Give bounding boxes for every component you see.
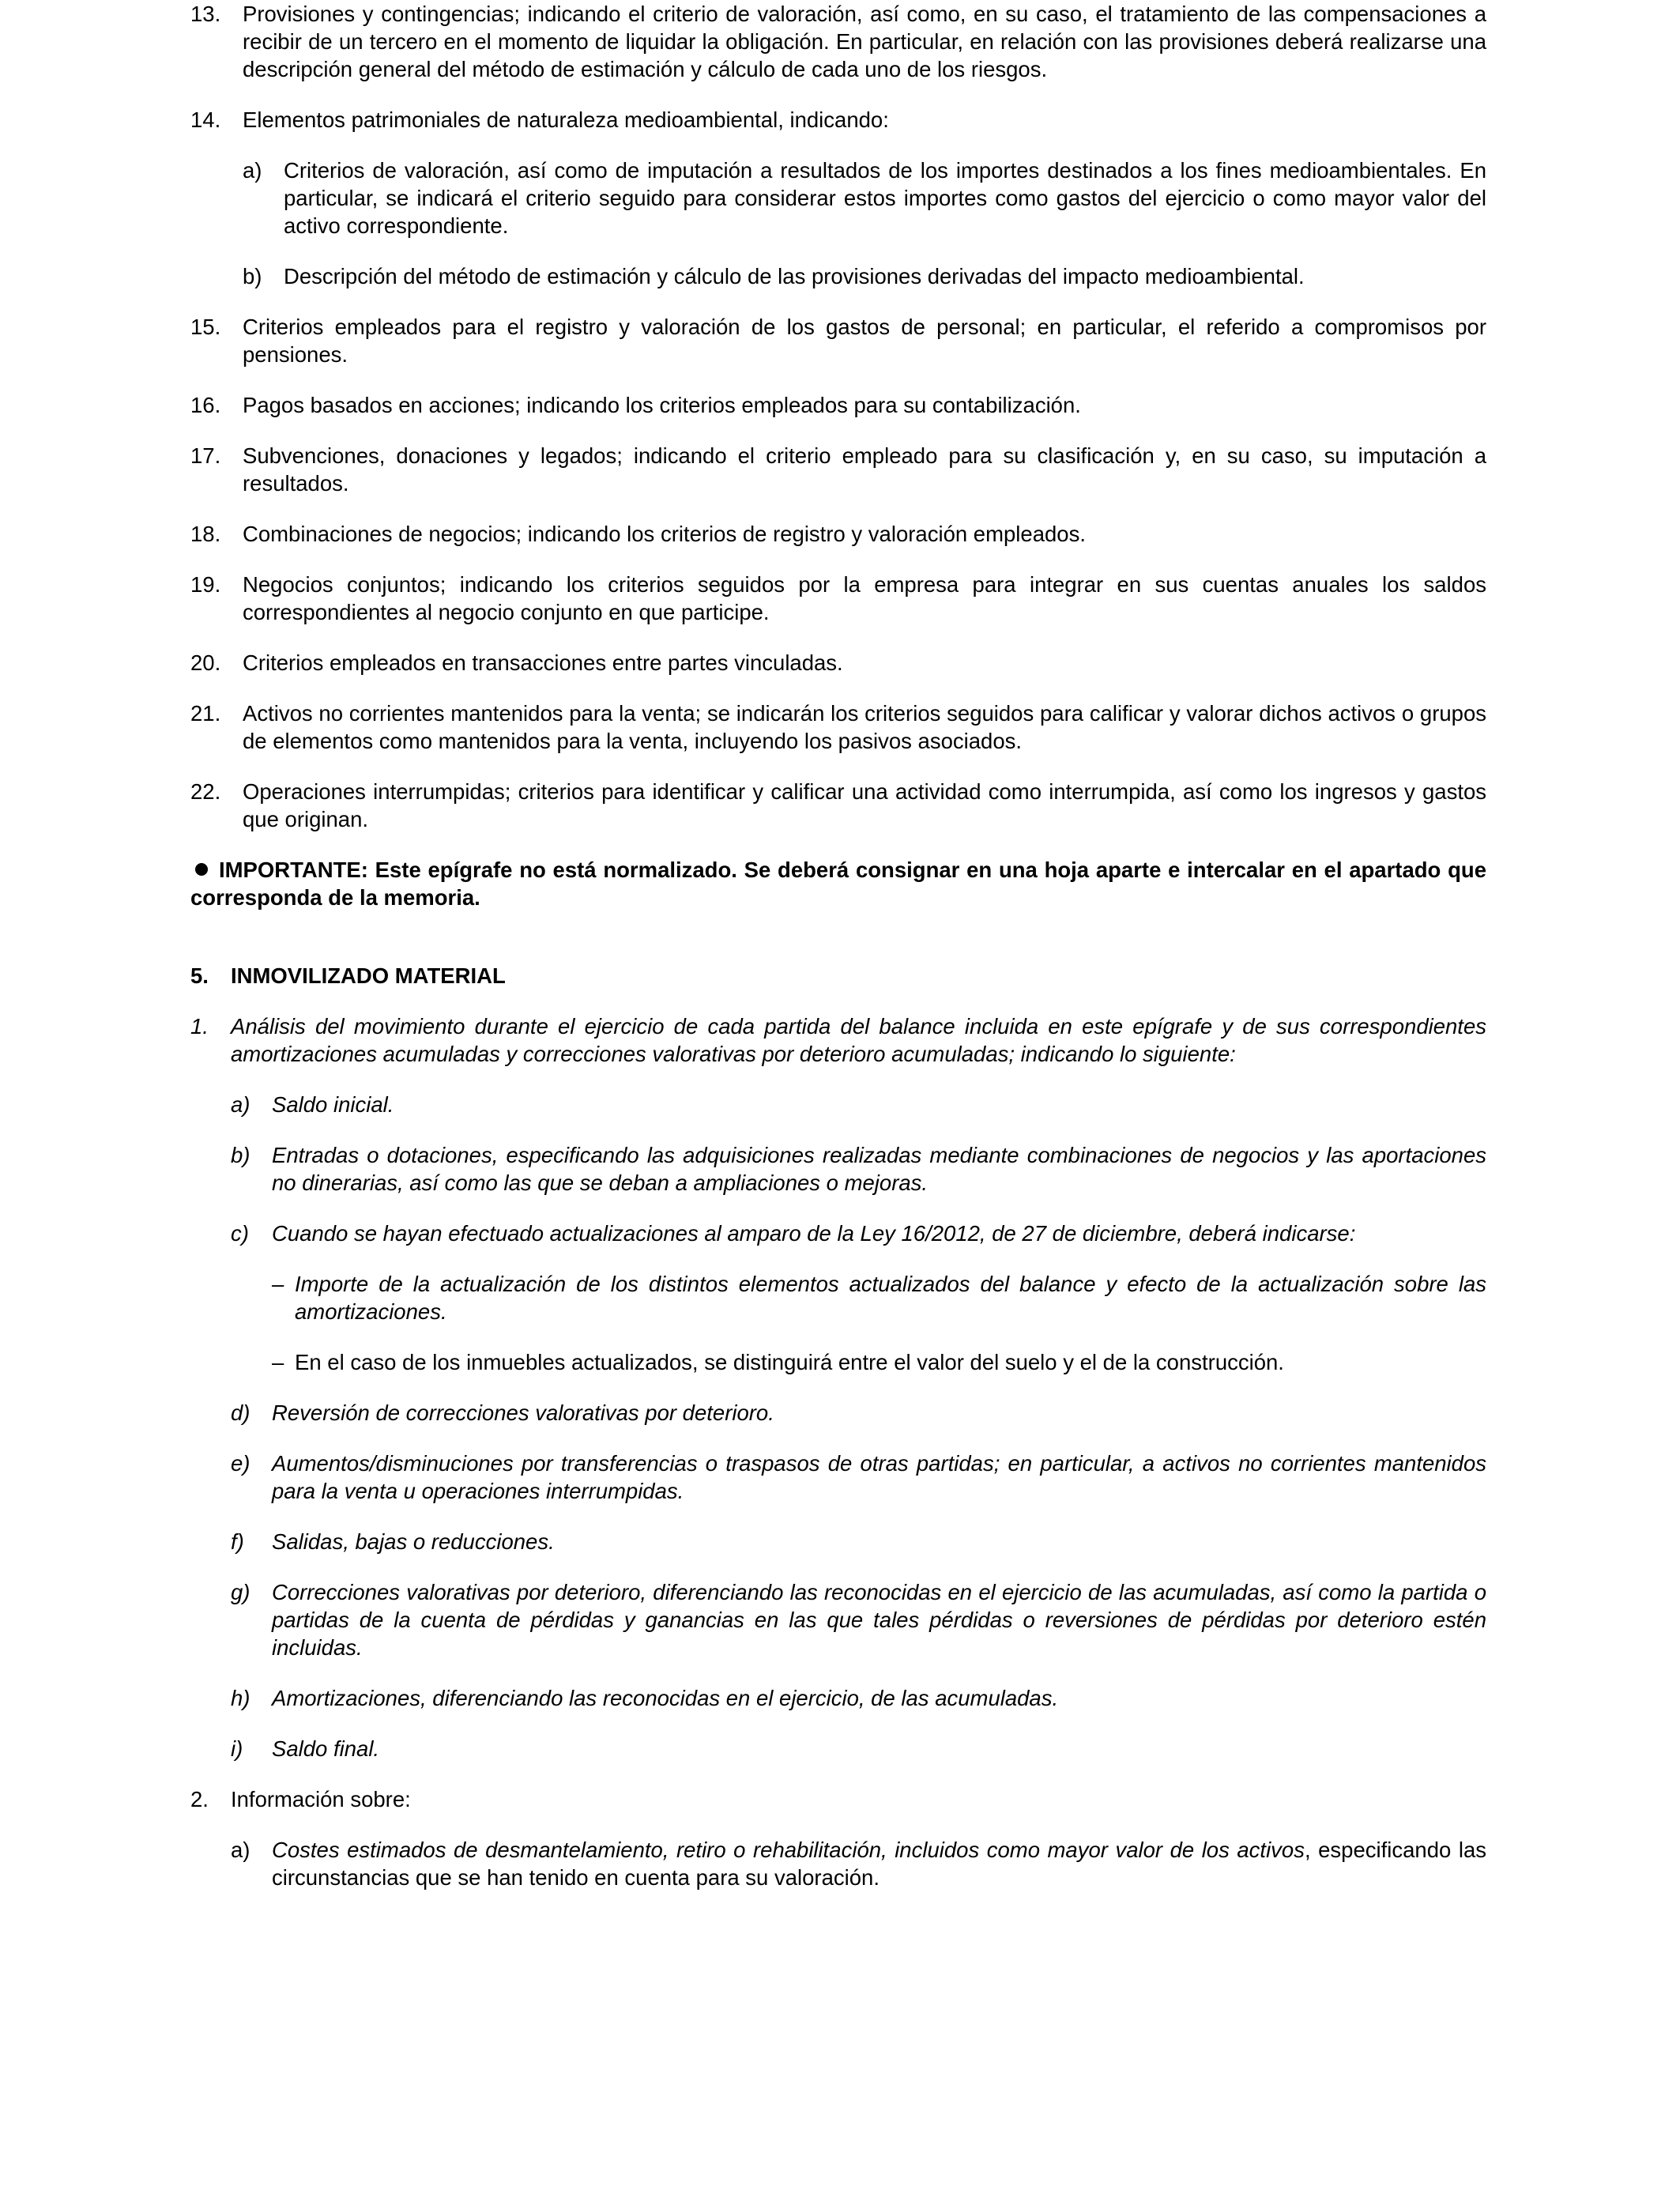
item-text: Amortizaciones, diferenciando las reconocidas en el ejercicio, de las acumuladas. — [272, 1686, 1059, 1710]
list-item-5-1b — [190, 1141, 1486, 1197]
item-text: Criterios empleados para el registro y valoración de los gastos de personal; en particular, el referido a compromisos por pensiones. — [243, 315, 1486, 367]
item-number: 17. — [190, 443, 221, 468]
dash-mark: – — [272, 1350, 284, 1374]
section-number: 5. — [190, 963, 209, 988]
list-item-5-2 — [190, 1785, 1486, 1813]
list-item-5-1 — [190, 1012, 1486, 1068]
list-item-19 — [190, 571, 1486, 626]
list-item-5-1a — [190, 1091, 1486, 1118]
item-text: Criterios de valoración, así como de imputación a resultados de los importes destinados a los fines medioambientales. En particular, se indicará el criterio seguido para considerar estos importes como gastos del ejercicio o como mayor valor del activo correspondiente. — [284, 158, 1486, 238]
list-item-14b — [190, 262, 1486, 290]
item-text: Entradas o dotaciones, especificando las adquisiciones realizadas mediante combinaciones de negocios y las aportaciones no dinerarias, así como las que se deban a ampliaciones o mejoras. — [272, 1143, 1486, 1195]
item-letter: a) — [243, 158, 262, 183]
item-number: 16. — [190, 393, 221, 417]
item-text: Pagos basados en acciones; indicando los criterios empleados para su contabilización. — [243, 393, 1081, 417]
item-letter: h) — [231, 1686, 250, 1710]
bullet-icon — [195, 863, 208, 876]
item-number: 1. — [190, 1014, 209, 1039]
item-letter: b) — [231, 1143, 250, 1167]
list-item-5-1h — [190, 1684, 1486, 1712]
item-letter: a) — [231, 1838, 250, 1862]
list-item-5-1c — [190, 1220, 1486, 1247]
item-text: Información sobre: — [231, 1787, 411, 1811]
item-text: Descripción del método de estimación y cálculo de las provisiones derivadas del impacto medioambiental. — [284, 264, 1305, 288]
item-text: Reversión de correcciones valorativas por deterioro. — [272, 1400, 774, 1425]
item-letter: f) — [231, 1529, 244, 1554]
important-note — [190, 856, 1486, 911]
list-item-5-1e — [190, 1449, 1486, 1505]
item-text: Provisiones y contingencias; indicando el criterio de valoración, así como, en su caso, el tratamiento de las compensaciones a recibir de un tercero en el momento de liquidar la obligación. En particular, en relación con las provisiones deberá realizarse una descripción general del método de estimación y cálculo de cada uno de los riesgos. — [243, 2, 1486, 81]
item-text: Saldo inicial. — [272, 1092, 394, 1117]
item-text: Análisis del movimiento durante el ejercicio de cada partida del balance incluida en este epígrafe y de sus correspondientes amortizaciones acumuladas y correcciones valorativas por deterioro acumuladas; indicando lo siguiente: — [231, 1014, 1486, 1066]
item-text: Elementos patrimoniales de naturaleza medioambiental, indicando: — [243, 107, 889, 132]
important-note-text: IMPORTANTE: Este epígrafe no está normalizado. Se deberá consignar en una hoja aparte e intercalar en el apartado que corresponda de la memoria. — [190, 858, 1486, 910]
list-item-16 — [190, 391, 1486, 419]
item-text: Negocios conjuntos; indicando los criterios seguidos por la empresa para integrar en sus cuentas anuales los saldos correspondientes al negocio conjunto en que participe. — [243, 572, 1486, 624]
section-title: INMOVILIZADO MATERIAL — [231, 963, 506, 988]
item-letter: a) — [231, 1092, 250, 1117]
list-item-20 — [190, 649, 1486, 677]
item-text: Saldo final. — [272, 1736, 380, 1761]
item-number: 15. — [190, 315, 221, 339]
item-text: En el caso de los inmuebles actualizados, se distinguirá entre el valor del suelo y el de la construcción. — [295, 1350, 1284, 1374]
item-text: Aumentos/disminuciones por transferencias o traspasos de otras partidas; en particular, a activos no corrientes mantenidos para la venta u operaciones interrumpidas. — [272, 1451, 1486, 1503]
item-text: Activos no corrientes mantenidos para la venta; se indicarán los criterios seguidos para calificar y valorar dichos activos o grupos de elementos como mantenidos para la venta, incluyendo los pasivos asociados. — [243, 701, 1486, 753]
item-number: 22. — [190, 779, 221, 804]
list-item-18 — [190, 520, 1486, 548]
item-letter: i) — [231, 1736, 243, 1761]
item-letter: c) — [231, 1221, 249, 1246]
dash-item — [190, 1348, 1486, 1376]
list-item-13 — [190, 0, 1486, 83]
item-letter: d) — [231, 1400, 250, 1425]
item-number: 2. — [190, 1787, 209, 1811]
list-item-14a — [190, 156, 1486, 239]
item-number: 19. — [190, 572, 221, 597]
item-text-italic: Costes estimados de desmantelamiento, retiro o rehabilitación, incluidos como mayor valor de los activos — [272, 1838, 1305, 1862]
list-item-21 — [190, 699, 1486, 755]
list-item-5-1i — [190, 1735, 1486, 1762]
item-text: Criterios empleados en transacciones entre partes vinculadas. — [243, 650, 843, 675]
item-text: , especificando las circunstancias que se han tenido en cuenta para su valoración. — [272, 1838, 1486, 1890]
list-item-17 — [190, 442, 1486, 497]
item-number: 18. — [190, 522, 221, 546]
item-text: Cuando se hayan efectuado actualizaciones al amparo de la Ley 16/2012, de 27 de diciembre, deberá indicarse: — [272, 1221, 1356, 1246]
item-text: Importe de la actualización de los distintos elementos actualizados del balance y efecto de la actualización sobre las amortizaciones. — [295, 1272, 1486, 1324]
list-item-22 — [190, 778, 1486, 833]
list-item-5-1g — [190, 1578, 1486, 1661]
list-item-14 — [190, 106, 1486, 134]
item-number: 20. — [190, 650, 221, 675]
item-letter: g) — [231, 1580, 250, 1604]
item-letter: e) — [231, 1451, 250, 1476]
list-item-5-1f — [190, 1528, 1486, 1555]
document-page — [190, 0, 1486, 1891]
item-text: Combinaciones de negocios; indicando los criterios de registro y valoración empleados. — [243, 522, 1086, 546]
item-letter: b) — [243, 264, 262, 288]
item-text: Salidas, bajas o reducciones. — [272, 1529, 555, 1554]
dash-mark: – — [272, 1272, 284, 1296]
list-item-5-2a — [190, 1836, 1486, 1891]
item-text: Subvenciones, donaciones y legados; indicando el criterio empleado para su clasificación y, en su caso, su imputación a resultados. — [243, 443, 1486, 496]
item-number: 21. — [190, 701, 221, 726]
item-number: 14. — [190, 107, 221, 132]
item-text: Operaciones interrumpidas; criterios para identificar y calificar una actividad como interrumpida, así como los ingresos y gastos que originan. — [243, 779, 1486, 831]
list-item-5-1d — [190, 1399, 1486, 1427]
item-text: Correcciones valorativas por deterioro, diferenciando las reconocidas en el ejercicio de las acumuladas, así como la partida o partidas de la cuenta de pérdidas y ganancias en las que tales pérdidas o reversiones de pérdidas por deterioro estén incluidas. — [272, 1580, 1486, 1660]
section-heading — [190, 962, 1486, 990]
item-number: 13. — [190, 2, 221, 26]
dash-item — [190, 1270, 1486, 1325]
list-item-15 — [190, 313, 1486, 368]
